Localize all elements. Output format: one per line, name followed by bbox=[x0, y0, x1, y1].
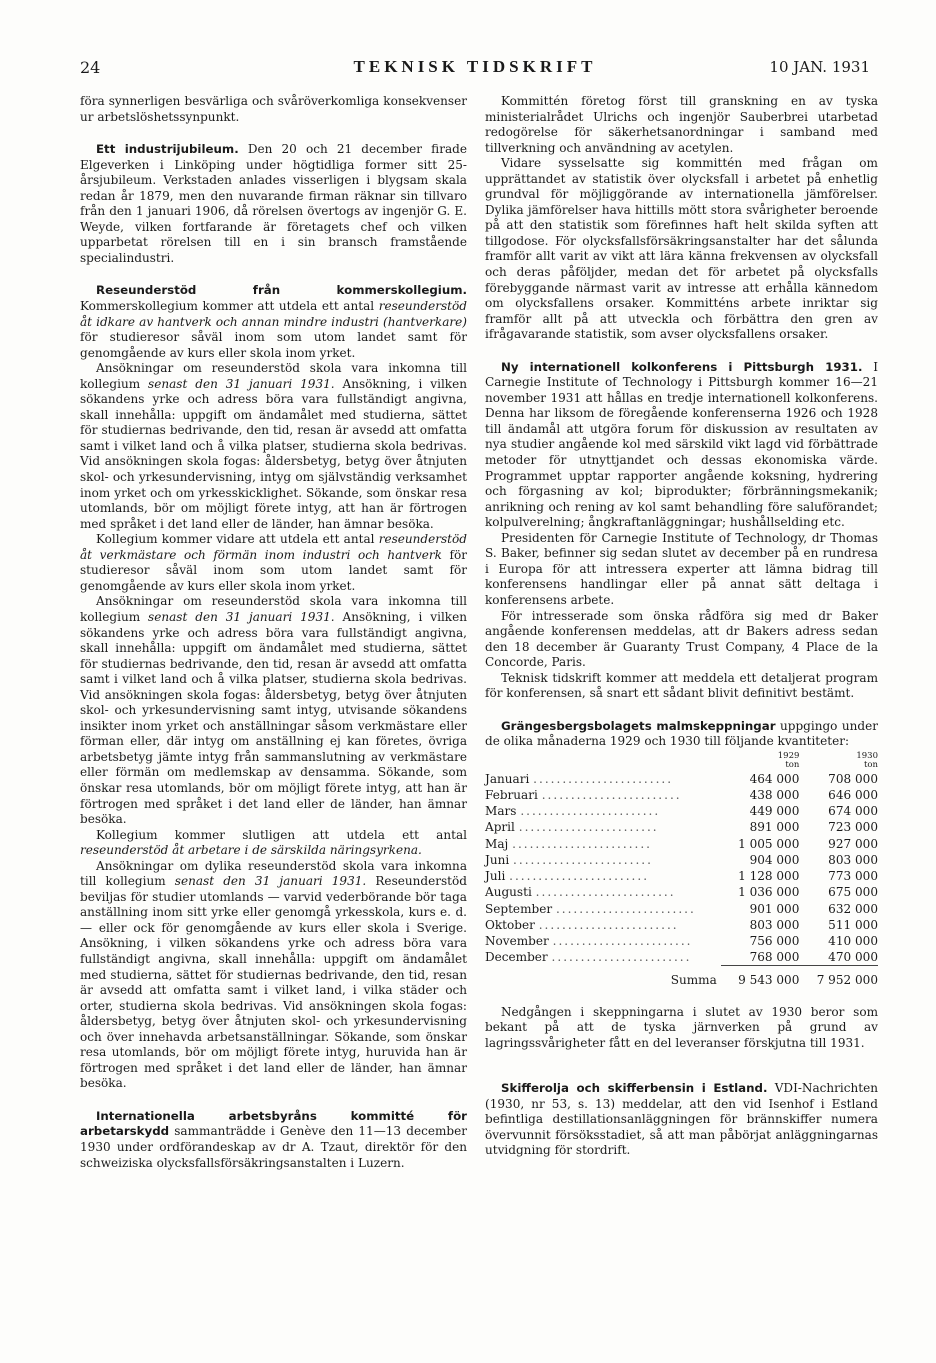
table-row bbox=[485, 884, 878, 900]
paragraph: föra synnerligen besvärliga och svåröverkomliga konsekvenser ur arbetslöshetssynpunkt. bbox=[80, 94, 467, 124]
page-number: 24 bbox=[80, 58, 101, 77]
value-1929: 891 000 bbox=[749, 820, 800, 835]
journal-title: TEKNISK TIDSKRIFT bbox=[353, 57, 597, 76]
month-cell: Juli ........................ bbox=[485, 869, 650, 884]
section-reseunderstod: Reseunderstöd från kommerskollegium. Kommerskollegium kommer att utdela ett antal reseunderstöd åt idkare av hantverk och annan mindre industri (hantverkare) för studieresor såväl inom som utom landet samt för genomgående av kurs eller skola inom yrket. bbox=[80, 283, 467, 360]
value-1929: 1 005 000 bbox=[738, 836, 800, 851]
value-1929: 768 000 bbox=[749, 950, 800, 965]
summa-1929: 9 543 000 bbox=[721, 966, 800, 989]
value-1930: 511 000 bbox=[828, 917, 878, 932]
value-1930: 632 000 bbox=[828, 901, 878, 916]
left-column bbox=[80, 94, 467, 1171]
leader-dots: ........................ bbox=[533, 771, 674, 786]
table-body bbox=[485, 771, 878, 966]
table-row bbox=[485, 917, 878, 933]
leader-dots: ........................ bbox=[520, 804, 661, 819]
paragraph: Kollegium kommer vidare att utdela ett antal reseunderstöd åt verkmästare och förmän inom industri och hantverk för studieresor såväl inom som utom landet samt för genomgående av kurs eller skola inom yrket. bbox=[80, 532, 467, 593]
month-cell: Januari ........................ bbox=[485, 771, 674, 786]
value-1930: 674 000 bbox=[828, 804, 878, 819]
paragraph: Nedgången i skeppningarna i slutet av 1930 beror som bekant på att de tyska järnverken på grund av lagringssvårigheter fått en del leveranser förskjutna till 1931. bbox=[485, 1004, 878, 1050]
table-row bbox=[485, 901, 878, 917]
value-1930: 773 000 bbox=[828, 869, 878, 884]
column-header-1930: 1930 ton bbox=[856, 750, 878, 771]
month-cell: Februari ........................ bbox=[485, 788, 682, 803]
table-row bbox=[485, 771, 878, 787]
month-cell: Augusti ........................ bbox=[485, 885, 676, 900]
paragraph: Kommittén företog först till granskning en av tyska ministerialrådet Ulrichs och ingenjör Sauberbrei utarbetad redogörelse för säkerhetsanordningar i samband med tillverkning och användning av acetylen. bbox=[485, 94, 878, 155]
value-1930: 410 000 bbox=[828, 933, 878, 948]
month-cell: November ........................ bbox=[485, 933, 693, 948]
leader-dots: ........................ bbox=[538, 917, 679, 932]
month-cell: September ........................ bbox=[485, 901, 696, 916]
summa-label: Summa bbox=[670, 973, 717, 988]
leader-dots: ........................ bbox=[509, 869, 650, 884]
section-malmskeppningar: Grängesbergsbolagets malmskeppningar uppgingo under de olika månaderna 1929 och 1930 till följande kvantiteter: bbox=[485, 718, 878, 749]
month-cell: Oktober ........................ bbox=[485, 917, 679, 932]
value-1930: 675 000 bbox=[828, 885, 878, 900]
leader-dots: ........................ bbox=[513, 852, 653, 867]
paragraph: Ansökningar om dylika reseunderstöd skola vara inkomna till kollegium senast den 31 januari 1931. Reseunderstöd beviljas för studier utomlands — varvid vederbörande bör taga anställning inom sitt yrke eller genomgå yrkesskola, kurs e. d. — eller ock för genomgående av kurs eller skola i Sverige. Ansökning, i vilken sökandens yrke och adress böra vara fullständigt angivna, skall innehålla: uppgift om ändamålet med studierna, sättet för studiernas bedrivande, den tid, resan är avsedd att omfatta samt i vilket land, i vilka städer och orter, studierna skola bedrivas. Vid ansökningen skola fogas: åldersbetyg, betyg över åtnjuten skol- och yrkesundervisning och över innehavda arbetsanställningar. Sökande, som önskar resa utomlands, bör om möjligt förete intyg, huruvida han är förtrogen med språket i det land eller de länder, han ämnar besöka. bbox=[80, 858, 467, 1091]
leader-dots: ........................ bbox=[535, 885, 676, 900]
paragraph: Kollegium kommer slutligen att utdela ett antal reseunderstöd åt arbetare i de särskilda näringsyrkena. bbox=[80, 827, 467, 858]
month-cell: April ........................ bbox=[485, 820, 659, 835]
value-1930: 470 000 bbox=[828, 950, 878, 965]
paragraph: Presidenten för Carnegie Institute of Technology, dr Thomas S. Baker, befinner sig sedan slutet av december på en rundresa i Europa för att intressera experter att lämna bidrag till konferensens handlingar eller på annat sätt deltaga i konferensens arbete. bbox=[485, 530, 878, 607]
section-kolkonferens: Ny internationell kolkonferens i Pittsburgh 1931. I Carnegie Institute of Technology i Pittsburgh kommer 16—21 november 1931 att hållas en tredje internationell kolkonferens. Denna har liksom de föregående konferenserna 1926 och 1928 till ändamål att utgöra forum för diskussion av resultaten av nya studier angående kol med särskild vikt lagd vid förbättrade metoder för utnyttjandet och dessas ekonomiska värde. Programmet upptar rapporter angående koksning, hydrering och förgasning av kol; biprodukter; förbränningsmekanik; anrikning och rening av kol samt behandling före saluförandet; kolpulverelning; ångkraftanläggningar; hushållselding etc. bbox=[485, 359, 878, 530]
value-1929: 803 000 bbox=[749, 917, 800, 932]
table-header-row bbox=[485, 752, 878, 771]
value-1930: 803 000 bbox=[828, 852, 878, 867]
section-industrijubileum: Ett industrijubileum. Den 20 och 21 december firade Elgeverken i Linköping under högtidliga former sitt 25-årsjubileum. Verkstaden anlades visserligen i blygsam skala redan år 1879, men den nuvarande firman räknar sin tillvaro från den 1 januari 1906, då rörelsen övertogs av ingenjör G. E. Weyde, vilken fortfarande är företagets chef och vilken upparbetat rörelsen till en i sin bransch framstående specialindustri. bbox=[80, 142, 467, 265]
right-column bbox=[485, 94, 878, 1159]
value-1929: 1 128 000 bbox=[738, 869, 800, 884]
paragraph: Teknisk tidskrift kommer att meddela ett detaljerat program för konferensen, så snart ett sådant blivit definitivt bestämt. bbox=[485, 670, 878, 701]
section-title: Reseunderstöd från kommerskollegium. bbox=[96, 283, 467, 298]
summa-1930: 7 952 000 bbox=[799, 966, 878, 989]
month-cell: Maj ........................ bbox=[485, 836, 653, 851]
leader-dots: ........................ bbox=[552, 933, 693, 948]
value-1929: 901 000 bbox=[749, 901, 800, 916]
value-1929: 438 000 bbox=[749, 788, 800, 803]
value-1929: 1 036 000 bbox=[738, 885, 800, 900]
value-1929: 449 000 bbox=[749, 804, 800, 819]
month-cell: December ........................ bbox=[485, 950, 692, 965]
column-header-1929: 1929 ton bbox=[777, 750, 800, 771]
paragraph: Ansökningar om reseunderstöd skola vara inkomna till kollegium senast den 31 januari 1931. Ansökning, i vilken sökandens yrke och adress böra vara fullständigt angivna, skall innehålla: uppgift om ändamålet med studierna, sättet för studiernas bedrivande, den tid, resan är avsedd att omfatta samt i vilket land och å vilka platser, studierna skola bedrivas. Vid ansökningen skola fogas: åldersbetyg, betyg över åtnjuten skol- och yrkesundervisning, intyg om självständig verksamhet inom yrket och om yrkesskicklighet. Sökande, som önskar resa utomlands, bör om möjligt förete intyg, att han är förtrogen med språket i det land eller de länder, han ämnar besöka. bbox=[80, 361, 467, 531]
section-title: Skifferolja och skifferbensin i Estland. bbox=[501, 1081, 768, 1096]
section-title: Grängesbergsbolagets malmskeppningar bbox=[501, 718, 776, 733]
value-1930: 646 000 bbox=[828, 788, 878, 803]
value-1929: 464 000 bbox=[749, 771, 800, 786]
table-row bbox=[485, 787, 878, 803]
table-row bbox=[485, 819, 878, 835]
month-cell: Juni ........................ bbox=[485, 852, 653, 867]
issue-date: 10 JAN. 1931 bbox=[769, 58, 870, 76]
page-header bbox=[80, 58, 870, 82]
leader-dots: ........................ bbox=[518, 820, 659, 835]
month-cell: Mars ........................ bbox=[485, 804, 661, 819]
value-1930: 927 000 bbox=[828, 836, 878, 851]
table-row bbox=[485, 852, 878, 868]
section-title: Ny internationell kolkonferens i Pittsburgh 1931. bbox=[501, 359, 863, 374]
table-row bbox=[485, 868, 878, 884]
table-row bbox=[485, 803, 878, 819]
leader-dots: ........................ bbox=[541, 788, 682, 803]
value-1930: 723 000 bbox=[828, 820, 878, 835]
value-1929: 904 000 bbox=[749, 852, 800, 867]
leader-dots: ........................ bbox=[551, 950, 692, 965]
table-row bbox=[485, 949, 878, 966]
paragraph: Ansökningar om reseunderstöd skola vara inkomna till kollegium senast den 31 januari 1931. Ansökning, i vilken sökandens yrke och adress böra vara fullständigt angivna, skall innehålla: uppgift om ändamålet med studierna, sättet för studiernas bedrivande, den tid, resan är avsedd att omfatta samt i vilket land och å vilka platser, studierna skola bedrivas. Vid ansökningen skola fogas: åldersbetyg, betyg över åtnjuten skol- och yrkesundervisning samt intyg, utvisande sökandens insikter inom yrket och anställningar såsom verkmästare eller förman eller, där intyg om anställning ej kan företes, övriga arbetsbetyg jämte intyg från sammanslutning av verkmästare eller förmän om medlemskap av densamma. Sökande, som önskar resa utomlands, bör om möjligt förete intyg, att han är förtrogen med språket i det land eller de länder, han ämnar besöka. bbox=[80, 594, 467, 827]
value-1930: 708 000 bbox=[828, 771, 878, 786]
shipment-table bbox=[485, 752, 878, 989]
summa-row bbox=[485, 966, 878, 989]
table-row bbox=[485, 836, 878, 852]
section-title: Internationella arbetsbyråns kommitté för arbetarskydd bbox=[80, 1108, 467, 1139]
paragraph: För intresserade som önska rådföra sig med dr Baker angående konferensen meddelas, att dr Bakers adress sedan den 18 december är Guaranty Trust Company, 4 Place de la Concorde, Paris. bbox=[485, 608, 878, 670]
value-1929: 756 000 bbox=[749, 933, 800, 948]
table-row bbox=[485, 933, 878, 949]
section-arbetsbyran: Internationella arbetsbyråns kommitté för arbetarskydd sammanträdde i Genève den 11—13 december 1930 under ordförandeskap av dr A. Tzaut, direktör för den schweiziska olycksfallsförsäkringsanstalten i Luzern. bbox=[80, 1108, 467, 1170]
paragraph: Vidare sysselsatte sig kommittén med frågan om upprättandet av statistik över olycksfall i arbetet på enhetlig grundval för möjliggörande av internationella jämförelser. Dylika jämförelser hava hittills mött stora svårigheter beroende på att den statistik som förefinnes haft helt skilda syften att tillgodose. För olycksfallsförsäkringsanstalter har det sålunda framför allt varit av vikt att lära känna frekvensen av olycksfall och deras påföljder, medan det för arbetet på olycksfalls förebyggande närmast varit av intresse att erhålla kännedom om olycksfallens orsaker. Kommitténs arbete inriktar sig framför allt på att utveckla och förbättra den gren av ifrågavarande statistik, som avser olycksfallens orsaker. bbox=[485, 156, 878, 342]
section-title: Ett industrijubileum. bbox=[96, 142, 239, 157]
leader-dots: ........................ bbox=[512, 836, 653, 851]
section-skifferolja: Skifferolja och skifferbensin i Estland. VDI-Nachrichten (1930, nr 53, s. 13) meddelar, att den vid Isenhof i Estland befintliga destillationsanläggningen för brännskiffer numera övervunnit försöksstadiet, så att man påbörjat anläggningarnas utvidgning för stordrift. bbox=[485, 1081, 878, 1158]
leader-dots: ........................ bbox=[555, 901, 696, 916]
